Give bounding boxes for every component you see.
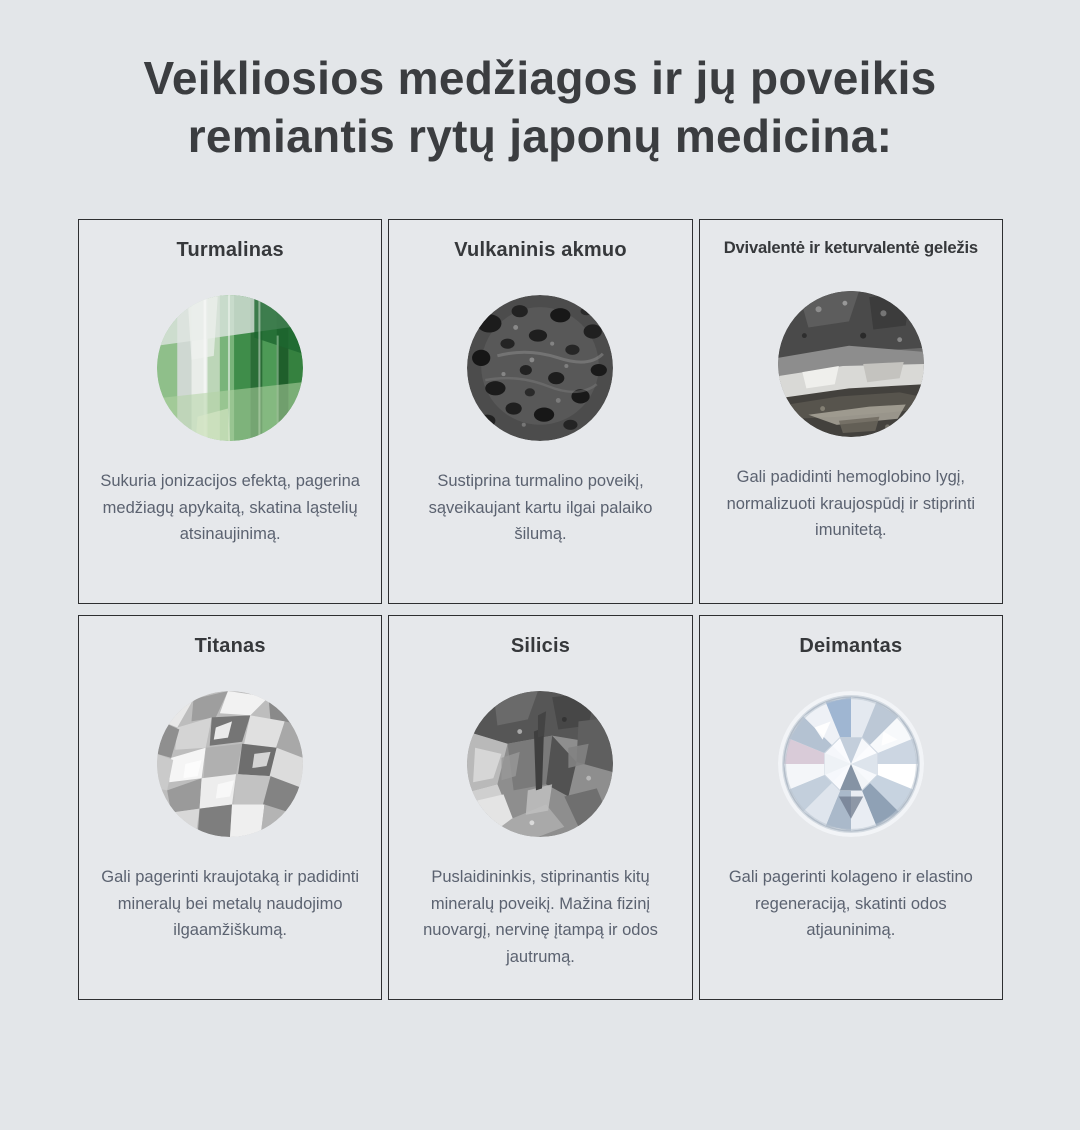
page-title-line-1: Veikliosios medžiagos ir jų poveikis [143, 52, 937, 104]
diamond-photo [778, 691, 924, 837]
card-title: Deimantas [799, 634, 903, 657]
page-title [40, 50, 1040, 166]
card-title: Silicis [510, 634, 571, 657]
card-description: Gali padidinti hemoglobino lygį, normalizuoti kraujospūdį ir stiprinti imunitetą. [726, 467, 976, 540]
card-deimantas [699, 615, 1003, 1000]
silicon-mineral-photo [467, 691, 613, 837]
card-vulkaninis-akmuo [388, 219, 692, 604]
page-title-line-2: remiantis rytų japonų medicina: [187, 109, 893, 162]
card-title: Vulkaninis akmuo [454, 238, 627, 261]
card-description: Gali pagerinti kolageno ir elastino regeneraciją, skatinti odos atjauninimą. [728, 867, 973, 940]
card-description: Gali pagerinti kraujotaką ir padidinti mineralų bei metalų naudojimo ilgaamžiškumą. [101, 867, 360, 940]
iron-ore-photo [778, 291, 924, 437]
card-description: Sustiprina turmalino poveikį, sąveikaujant kartu ilgai palaiko šilumą. [428, 471, 653, 544]
card-description: Sukuria jonizacijos efektą, pagerina medžiagų apykaitą, skatina ląstelių atsinaujinimą. [100, 471, 360, 544]
card-description: Puslaidininkis, stiprinantis kitų mineralų poveikį. Mažina fizinį nuovargį, nervinę įtampą ir odos jautrumą. [423, 867, 658, 967]
cards-grid [78, 219, 1003, 1000]
tourmaline-crystal-photo [157, 295, 303, 441]
titanium-metal-photo [157, 691, 303, 837]
card-turmalinas [78, 219, 382, 604]
volcanic-stone-photo [467, 295, 613, 441]
card-titanas [78, 615, 382, 1000]
infographic-page [0, 50, 1080, 1130]
card-silicis [388, 615, 692, 1000]
card-title: Dvivalentė ir keturvalentė geležis [723, 237, 978, 257]
card-title: Turmalinas [176, 238, 284, 261]
card-title: Titanas [194, 634, 266, 657]
card-gelezis [699, 219, 1003, 604]
